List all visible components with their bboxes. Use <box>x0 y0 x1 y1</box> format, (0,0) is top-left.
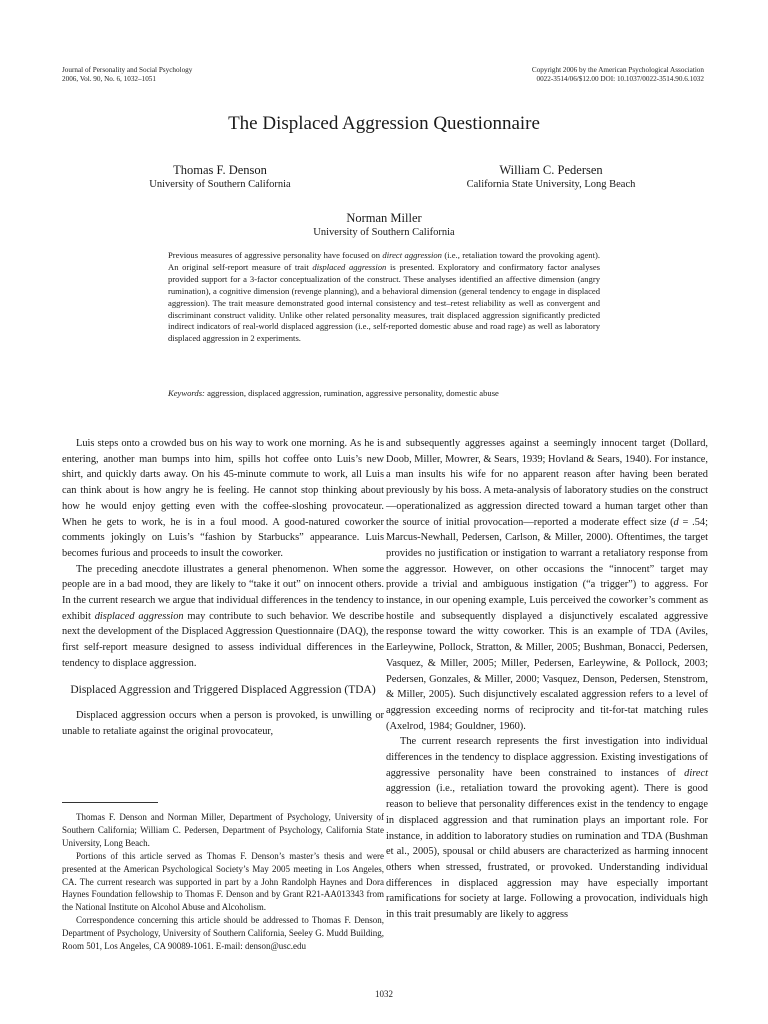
author-block-2 <box>430 163 672 191</box>
text-segment: The current research represents the first investigation into individual differences in the tendency to displace aggression. Existing investigations of aggressive personality have been constrained to instances of <box>386 736 708 779</box>
footnote-affiliations: Thomas F. Denson and Norman Miller, Department of Psychology, University of Southern California; William C. Pedersen, Department of Psychology, California State University, Long Beach. <box>62 812 384 848</box>
abstract-emphasis: direct aggression <box>382 250 442 260</box>
left-column <box>62 436 384 739</box>
footnote-correspondence: Correspondence concerning this article should be addressed to Thomas F. Denson, Department of Psychology, University of Southern California, Seeley G. Mudd Building, Room 501, Los Angeles, CA 90089-1061. E-mail: denson@usc.edu <box>62 915 384 952</box>
text-emphasis: displaced aggression <box>94 610 184 622</box>
footnote-divider <box>62 802 158 803</box>
paragraph <box>386 734 708 922</box>
abstract-segment: is presented. Exploratory and confirmatory factor analyses provided support for a 3-factor conceptualization of the construct. These analyses identified an affective dimension (angry rumination), a cognitive dimension (revenge planning), and a behavioral dimension (general tendency to engage in displaced aggression). The trait measure demonstrated good internal consistency and test–retest reliability as well as convergent and discriminant construct validity. Unlike other related personality measures, trait displaced aggression significantly predicted indirect indicators of real-world displaced aggression (i.e., self-reported domestic abuse and road rage) as well as laboratory displaced aggression in 2 experiments. <box>168 261 600 344</box>
abstract-emphasis: displaced aggression <box>312 261 387 272</box>
journal-header <box>62 66 192 83</box>
journal-name: Journal of Personality and Social Psychology <box>62 66 193 74</box>
copyright-header <box>532 66 704 83</box>
author-name: Thomas F. Denson <box>173 163 267 177</box>
text-emphasis: direct <box>684 767 708 779</box>
author-block-1 <box>120 163 320 191</box>
right-column <box>386 436 708 923</box>
text-segment: = .54; Marcus-Newhall, Pedersen, Carlson, & Miller, 2000). Oftentimes, the target provides no justification or instigation to warrant a retaliatory response from the aggressor. However, on other occasions the “innocent” target may provide a trivial and ambiguous instigation (“a trigger”) to aggress. For instance, in our opening example, Luis perceived the coworker’s comment as hostile and subsequently displayed a disjunctively escalated aggressive response toward the witty coworker. This is an example of TDA (Aviles, Earleywine, Pollock, Stratton, & Miller, 2005; Bushman, Bonacci, Pedersen, Vasquez, & Miller, 2005; Miller, Pedersen, Earleywine, & Pollock, 2003; Pedersen, Gonzales, & Miller, 2000; Vasquez, Denson, Pedersen, Stenstrom, & Miller, 2005). Such disjunctively escalated aggression refers to a level of aggression exceeding norms of reciprocity and tit-for-tat matching rules (Axelrod, 1984; Gouldner, 1960). <box>386 516 709 732</box>
author-affiliation: University of Southern California <box>149 179 291 190</box>
text-segment: may contribute to such behavior. We describe next the development of the Displaced Aggression Questionnaire (DAQ), the first self-report measure designed to assess individual differences in the tendency to displace aggression. <box>62 610 385 669</box>
paragraph: Luis steps onto a crowded bus on his way to work one morning. As he is entering, another man bumps into him, spills hot coffee onto Luis’s new shirt, and quickly darts away. On his 45-minute commute to work, all Luis can think about is how angry he is feeling. He cannot stop thinking about how he would enjoy getting even with the coffee-sloshing provocateur. When he gets to work, he is in a foul mood. A good-natured coworker comments jokingly on Luis’s “fashion by Starbucks” appearance. Luis becomes furious and proceeds to insult the coworker. <box>62 438 384 559</box>
paragraph <box>386 436 708 734</box>
abstract <box>168 250 600 345</box>
keywords <box>168 388 600 400</box>
text-segment: aggression (i.e., retaliation toward the provoking agent). There is good reason to believe that personality differences exist in the tendency to engage in displaced aggression and that rumination plays an important role. For instance, in addition to laboratory studies on rumination and TDA (Bushman et al., 2005), spousal or child abusers are characterized as harming innocent others when stressed, frustrated, or provoked. Understanding individual differences in displaced aggression may have especially important ramifications for society at large. Following a provocation, individuals high in this trait presumably are likely to aggress <box>386 783 708 921</box>
page-number: 1032 <box>375 989 393 999</box>
text-segment: The preceding anecdote illustrates a general phenomenon. When some people are in a bad mood, they are likely to “take it out” on innocent others. In the current research we argue that individual differences in the tendency to exhibit <box>62 563 384 622</box>
doi-line: 0022-3514/06/$12.00 DOI: 10.1037/0022-3514.90.6.1032 <box>536 74 704 83</box>
abstract-segment: Previous measures of aggressive personality have focused on <box>168 250 383 260</box>
author-name: William C. Pedersen <box>499 163 603 177</box>
copyright-notice: Copyright 2006 by the American Psychological Association <box>531 66 704 74</box>
author-affiliation: University of Southern California <box>313 227 455 238</box>
text-segment: and subsequently aggresses against a seemingly innocent target (Dollard, Doob, Miller, Mowrer, & Sears, 1939; Hovland & Sears, 1940). For instance, a man insults his wife for no apparent reason after having been berated previously by his boss. A meta-analysis of laboratory studies on the construct—operationalized as aggression directed toward a human target other than the source of initial provocation—reported a moderate effect size ( <box>386 438 708 528</box>
keywords-list: aggression, displaced aggression, rumination, aggressive personality, domestic abuse <box>204 388 499 398</box>
paragraph <box>62 562 384 672</box>
section-heading: Displaced Aggression and Triggered Displaced Aggression (TDA) <box>70 683 376 696</box>
abstract-segment: (i.e., retaliation toward the provoking agent). An original self-report measure of trait <box>168 250 600 272</box>
paragraph: Displaced aggression occurs when a person is provoked, is unwilling or unable to retaliate against the original provocateur, <box>62 710 384 737</box>
footnote-funding: Portions of this article served as Thomas F. Denson’s master’s thesis and were presented at the American Psychological Society’s May 2005 meeting in Los Angeles, CA. The current research was supported in part by a John Randolph Haynes and Dora Haynes Foundation fellowship to Thomas F. Denson and by Grant R21-AA013343 from the National Institute on Alcohol Abuse and Alcoholism. <box>62 850 384 913</box>
author-affiliation: California State University, Long Beach <box>466 179 636 190</box>
text-emphasis: d <box>673 516 679 528</box>
abstract-text <box>168 250 600 345</box>
author-name: Norman Miller <box>346 211 422 225</box>
author-block-3 <box>270 211 498 239</box>
footnotes <box>62 811 384 953</box>
keywords-label: Keywords: <box>168 388 205 398</box>
journal-volume: 2006, Vol. 90, No. 6, 1032–1051 <box>62 74 156 83</box>
article-title: The Displaced Aggression Questionnaire <box>228 113 540 134</box>
